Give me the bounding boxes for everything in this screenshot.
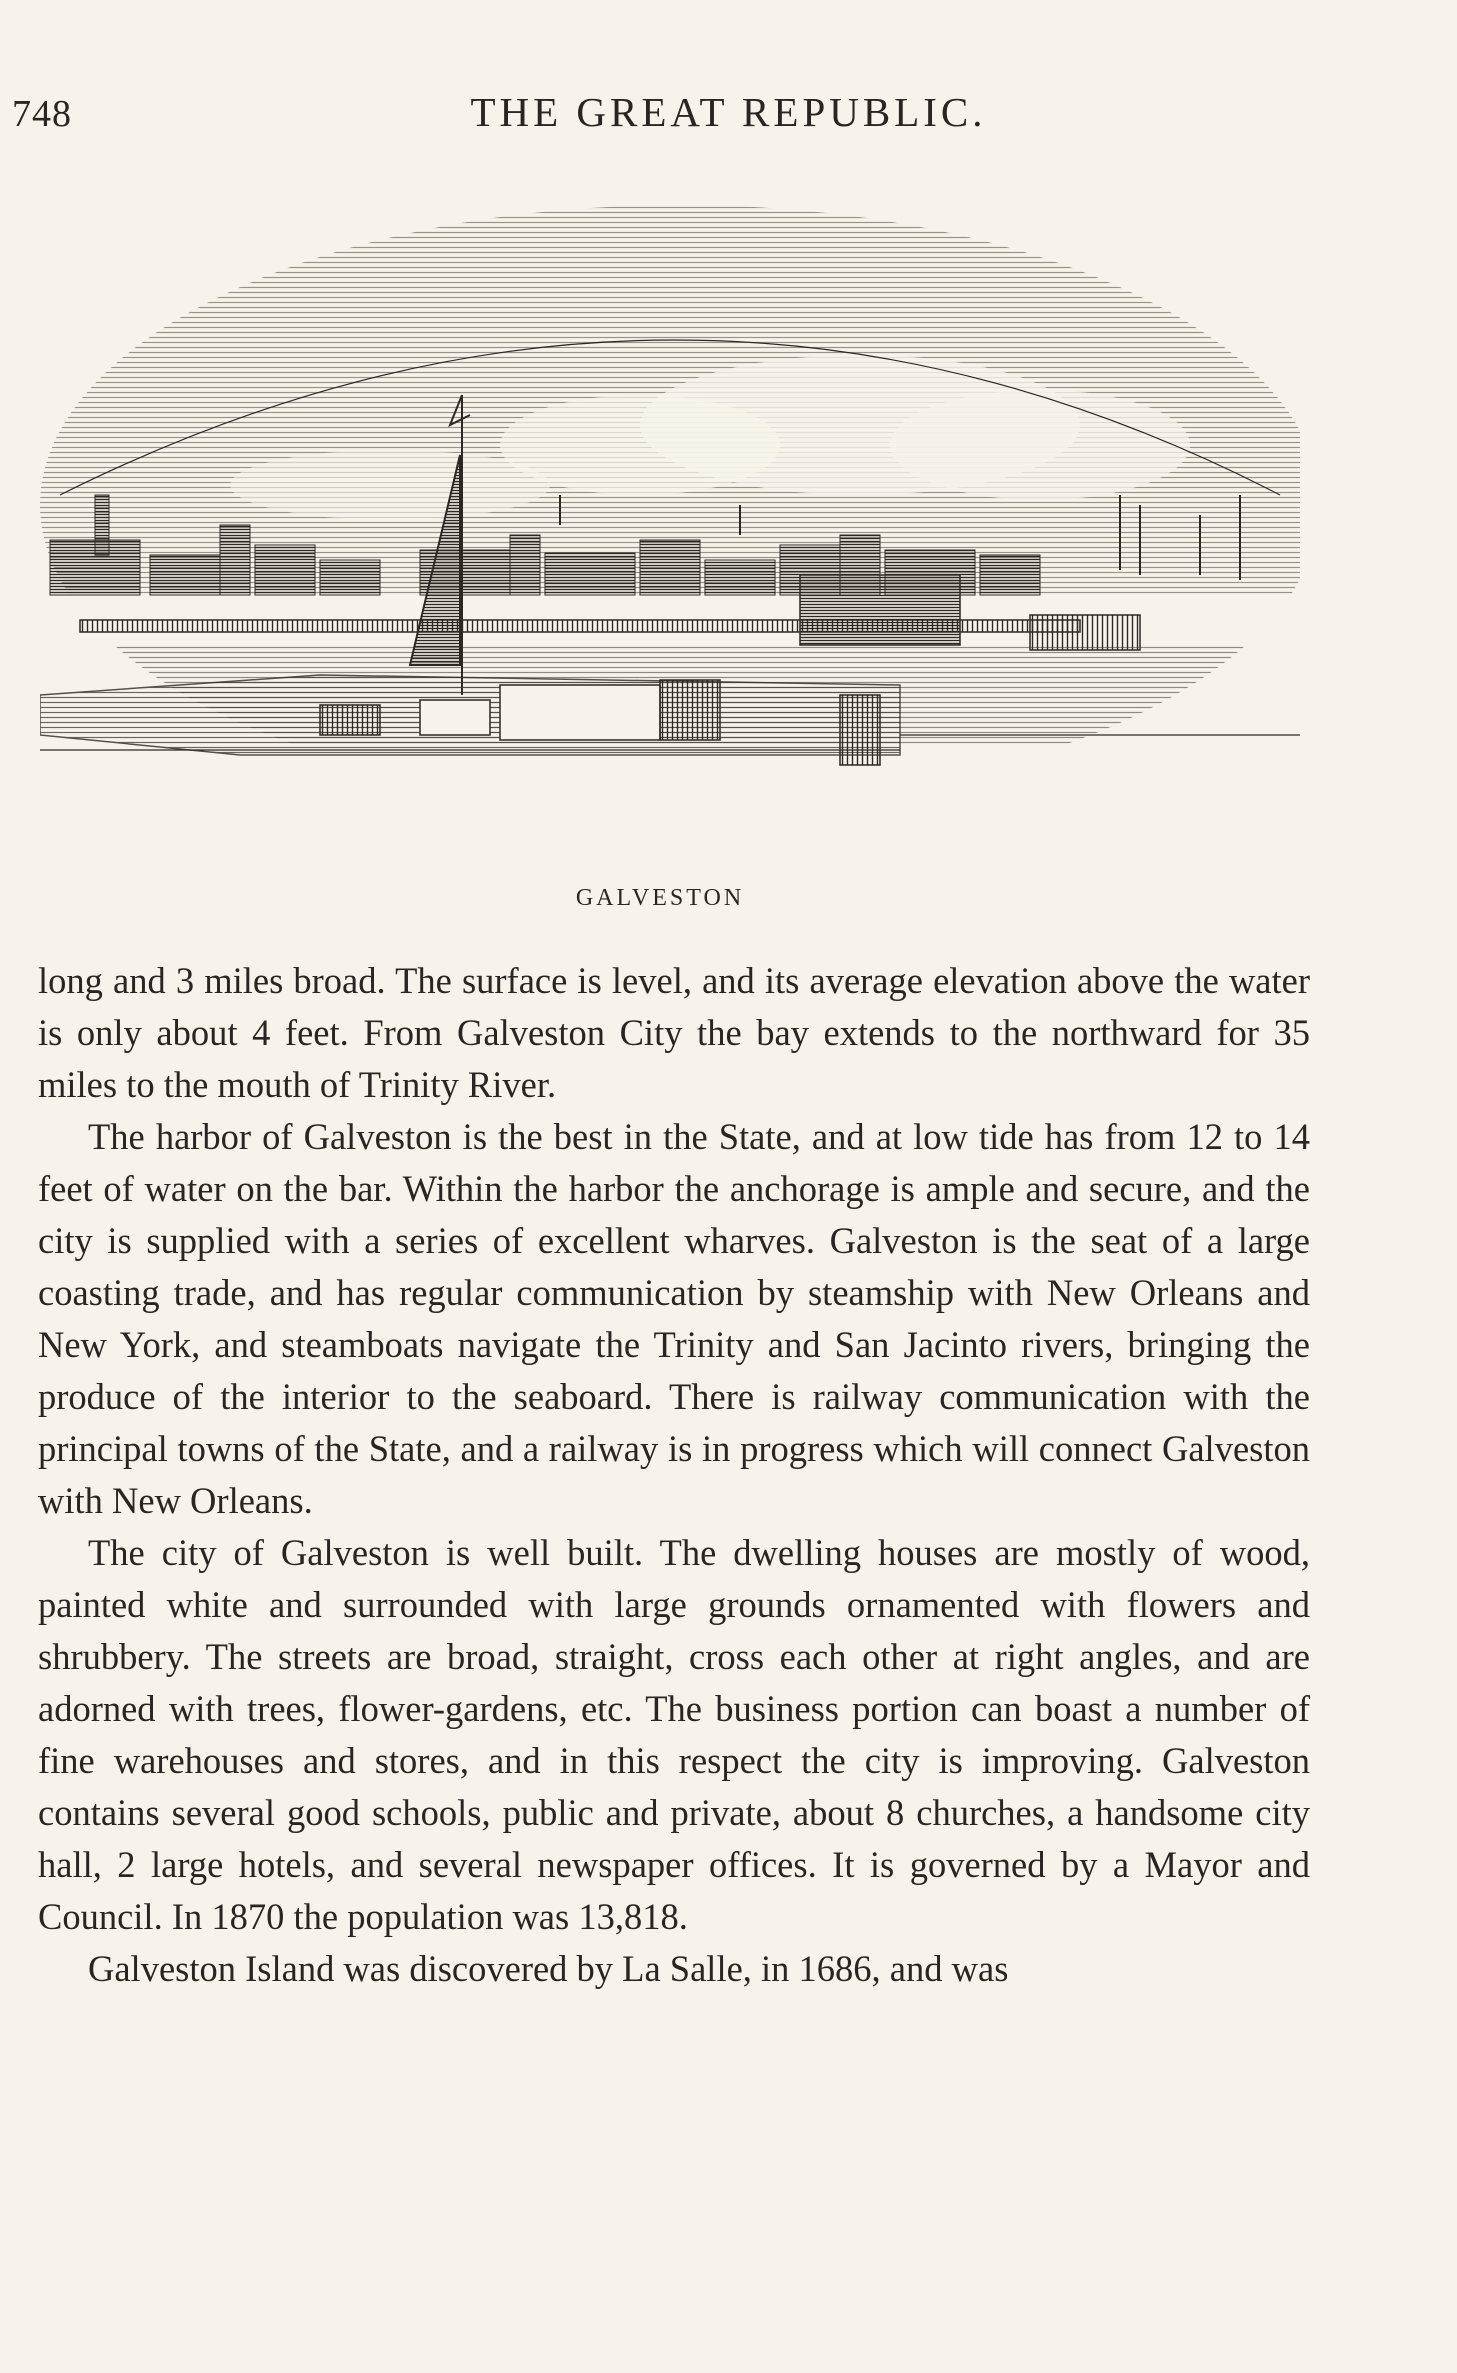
running-head: THE GREAT REPUBLIC.	[470, 89, 987, 135]
paragraph-1: long and 3 miles broad. The surface is level, and its average elevation above the water is only about 4 feet. From Galveston City the bay extends to the northward for 35 miles to the mouth of Trinity River.	[38, 960, 1310, 1105]
paragraph-4: Galveston Island was discovered by La Salle, in 1686, and was	[88, 1948, 1009, 1989]
foreground-wharf	[40, 675, 900, 765]
figure-caption: GALVESTON	[575, 885, 745, 911]
paragraph-3: The city of Galveston is well built. The dwelling houses are mostly of wood, painted white and surrounded with large grounds ornamented with flowers and shrubbery. The streets are broad, straight, cross each other at right angles, and are adorned with trees, flower-gardens, etc. The business portion can boast a number of fine warehouses and stores, and in this respect the city is improving. Galveston contains several good schools, public and private, about 8 churches, a handsome city hall, 2 large hotels, and several newspaper offices. It is governed by a Mayor and Council. In 1870 the population was 13,818.	[38, 1532, 1310, 1937]
body-text	[38, 955, 1310, 1995]
paragraph-2: The harbor of Galveston is the best in the State, and at low tide has from 12 to 14 feet of water on the bar. Within the harbor the anchorage is ample and secure, and the city is supplied with a series of excellent wharves. Galveston is the seat of a large coasting trade, and has regular communication by steamship with New Orleans and New York, and steamboats navigate the Trinity and San Jacinto rivers, bringing the produce of the interior to the seaboard. There is railway communication with the principal towns of the State, and a railway is in progress which will connect Galveston with New Orleans.	[38, 1116, 1310, 1521]
galveston-engraving	[40, 195, 1300, 875]
page-number: 748	[12, 93, 72, 135]
